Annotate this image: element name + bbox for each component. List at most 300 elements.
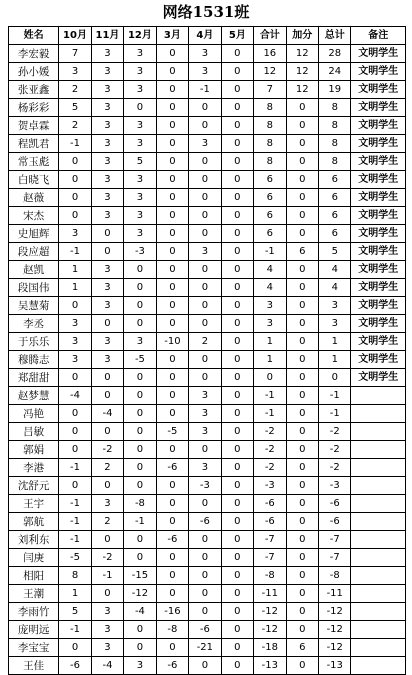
cell-subtotal: 7: [254, 81, 286, 99]
cell-mar: 0: [156, 261, 188, 279]
cell-name: 宋杰: [9, 207, 59, 225]
header-bonus: 加分: [286, 27, 318, 45]
cell-nov: -4: [91, 657, 123, 675]
table-row: [9, 81, 406, 99]
cell-subtotal: 4: [254, 261, 286, 279]
cell-mar: -6: [156, 657, 188, 675]
cell-subtotal: 8: [254, 153, 286, 171]
cell-note: [351, 531, 406, 549]
cell-may: 0: [221, 603, 253, 621]
cell-oct: 1: [59, 279, 91, 297]
cell-bonus: 6: [286, 639, 318, 657]
cell-may: 0: [221, 387, 253, 405]
cell-may: 0: [221, 459, 253, 477]
cell-nov: 3: [91, 603, 123, 621]
cell-bonus: 12: [286, 63, 318, 81]
cell-nov: 3: [91, 279, 123, 297]
cell-nov: 3: [91, 81, 123, 99]
cell-subtotal: 8: [254, 117, 286, 135]
cell-apr: 0: [189, 99, 221, 117]
cell-apr: 0: [189, 369, 221, 387]
cell-may: 0: [221, 225, 253, 243]
cell-apr: 2: [189, 333, 221, 351]
cell-may: 0: [221, 315, 253, 333]
table-row: [9, 405, 406, 423]
cell-apr: 3: [189, 135, 221, 153]
cell-subtotal: 6: [254, 171, 286, 189]
cell-oct: 1: [59, 585, 91, 603]
cell-bonus: 0: [286, 279, 318, 297]
table-row: [9, 225, 406, 243]
cell-note: [351, 405, 406, 423]
table-row: [9, 549, 406, 567]
cell-bonus: 0: [286, 225, 318, 243]
cell-may: 0: [221, 171, 253, 189]
cell-total: 6: [319, 171, 351, 189]
cell-mar: 0: [156, 279, 188, 297]
cell-subtotal: 1: [254, 333, 286, 351]
cell-note: [351, 657, 406, 675]
cell-dec: 3: [124, 171, 156, 189]
cell-mar: 0: [156, 351, 188, 369]
cell-nov: 0: [91, 585, 123, 603]
cell-oct: 3: [59, 315, 91, 333]
cell-bonus: 0: [286, 351, 318, 369]
cell-name: 相阳: [9, 567, 59, 585]
cell-mar: 0: [156, 207, 188, 225]
cell-note: [351, 585, 406, 603]
cell-apr: 0: [189, 153, 221, 171]
table-row: [9, 315, 406, 333]
cell-bonus: 0: [286, 531, 318, 549]
cell-oct: 0: [59, 171, 91, 189]
cell-nov: 3: [91, 207, 123, 225]
cell-nov: 0: [91, 225, 123, 243]
cell-may: 0: [221, 441, 253, 459]
cell-total: -12: [319, 621, 351, 639]
table-row: [9, 657, 406, 675]
cell-bonus: 0: [286, 549, 318, 567]
cell-may: 0: [221, 639, 253, 657]
cell-subtotal: -6: [254, 495, 286, 513]
cell-subtotal: -12: [254, 621, 286, 639]
cell-name: 庞明远: [9, 621, 59, 639]
cell-mar: 0: [156, 99, 188, 117]
cell-total: 28: [319, 45, 351, 63]
cell-mar: 0: [156, 585, 188, 603]
table-row: [9, 369, 406, 387]
cell-subtotal: -7: [254, 549, 286, 567]
cell-apr: -6: [189, 513, 221, 531]
cell-oct: 3: [59, 351, 91, 369]
cell-bonus: 0: [286, 333, 318, 351]
cell-bonus: 0: [286, 657, 318, 675]
cell-nov: 3: [91, 117, 123, 135]
header-dec: 12月: [124, 27, 156, 45]
table-row: [9, 585, 406, 603]
cell-name: 段国伟: [9, 279, 59, 297]
header-note: 备注: [351, 27, 406, 45]
cell-mar: 0: [156, 171, 188, 189]
cell-apr: 0: [189, 441, 221, 459]
cell-dec: 3: [124, 45, 156, 63]
cell-total: -6: [319, 495, 351, 513]
cell-mar: 0: [156, 513, 188, 531]
cell-dec: -5: [124, 351, 156, 369]
cell-may: 0: [221, 297, 253, 315]
cell-may: 0: [221, 99, 253, 117]
table-row: [9, 621, 406, 639]
cell-mar: 0: [156, 135, 188, 153]
cell-bonus: 0: [286, 567, 318, 585]
cell-note: 文明学生: [351, 315, 406, 333]
cell-name: 沈舒元: [9, 477, 59, 495]
table-row: [9, 135, 406, 153]
cell-note: 文明学生: [351, 333, 406, 351]
cell-bonus: 0: [286, 441, 318, 459]
cell-subtotal: -7: [254, 531, 286, 549]
cell-name: 段应超: [9, 243, 59, 261]
cell-note: 文明学生: [351, 261, 406, 279]
cell-nov: 0: [91, 243, 123, 261]
cell-oct: 1: [59, 261, 91, 279]
cell-total: 8: [319, 99, 351, 117]
cell-dec: 0: [124, 369, 156, 387]
cell-note: 文明学生: [351, 171, 406, 189]
cell-apr: 0: [189, 495, 221, 513]
cell-bonus: 0: [286, 135, 318, 153]
header-oct: 10月: [59, 27, 91, 45]
table-row: [9, 333, 406, 351]
cell-mar: 0: [156, 387, 188, 405]
cell-name: 李雨竹: [9, 603, 59, 621]
table-row: [9, 423, 406, 441]
cell-mar: -8: [156, 621, 188, 639]
table-row: [9, 459, 406, 477]
cell-dec: 3: [124, 81, 156, 99]
cell-name: 闫庚: [9, 549, 59, 567]
cell-dec: 0: [124, 459, 156, 477]
cell-name: 白晓飞: [9, 171, 59, 189]
cell-total: 4: [319, 279, 351, 297]
cell-total: 19: [319, 81, 351, 99]
cell-may: 0: [221, 63, 253, 81]
cell-subtotal: -2: [254, 441, 286, 459]
cell-name: 王佳: [9, 657, 59, 675]
cell-oct: -5: [59, 549, 91, 567]
cell-name: 李港: [9, 459, 59, 477]
cell-oct: 0: [59, 153, 91, 171]
table-row: [9, 387, 406, 405]
cell-total: -8: [319, 567, 351, 585]
cell-may: 0: [221, 549, 253, 567]
cell-apr: 3: [189, 405, 221, 423]
cell-mar: 0: [156, 63, 188, 81]
table-row: [9, 639, 406, 657]
cell-oct: -1: [59, 495, 91, 513]
cell-dec: 0: [124, 621, 156, 639]
cell-apr: 0: [189, 315, 221, 333]
cell-oct: -4: [59, 387, 91, 405]
cell-dec: 3: [124, 189, 156, 207]
cell-bonus: 0: [286, 117, 318, 135]
cell-total: -12: [319, 639, 351, 657]
cell-bonus: 0: [286, 261, 318, 279]
cell-bonus: 0: [286, 207, 318, 225]
cell-bonus: 0: [286, 171, 318, 189]
cell-may: 0: [221, 477, 253, 495]
cell-note: [351, 387, 406, 405]
cell-subtotal: -13: [254, 657, 286, 675]
cell-total: -11: [319, 585, 351, 603]
cell-bonus: 6: [286, 243, 318, 261]
cell-name: 郑甜甜: [9, 369, 59, 387]
cell-subtotal: 6: [254, 225, 286, 243]
cell-note: 文明学生: [351, 225, 406, 243]
cell-note: [351, 549, 406, 567]
cell-nov: 3: [91, 189, 123, 207]
cell-mar: 0: [156, 153, 188, 171]
cell-mar: 0: [156, 225, 188, 243]
cell-may: 0: [221, 621, 253, 639]
cell-subtotal: 6: [254, 189, 286, 207]
cell-subtotal: 6: [254, 207, 286, 225]
table-row: [9, 477, 406, 495]
table-row: [9, 603, 406, 621]
cell-total: 0: [319, 369, 351, 387]
cell-subtotal: 3: [254, 315, 286, 333]
cell-total: -2: [319, 459, 351, 477]
table-row: [9, 63, 406, 81]
cell-apr: 0: [189, 279, 221, 297]
cell-nov: -2: [91, 549, 123, 567]
cell-may: 0: [221, 45, 253, 63]
cell-bonus: 0: [286, 189, 318, 207]
header-name: 姓名: [9, 27, 59, 45]
table-body: [9, 45, 406, 675]
cell-nov: 3: [91, 171, 123, 189]
cell-total: 8: [319, 117, 351, 135]
cell-may: 0: [221, 657, 253, 675]
table-row: [9, 351, 406, 369]
cell-total: 3: [319, 297, 351, 315]
cell-oct: -1: [59, 531, 91, 549]
cell-name: 贺卓霖: [9, 117, 59, 135]
cell-dec: 3: [124, 135, 156, 153]
cell-nov: 3: [91, 495, 123, 513]
cell-nov: 0: [91, 477, 123, 495]
cell-mar: 0: [156, 81, 188, 99]
cell-dec: 3: [124, 63, 156, 81]
cell-subtotal: 0: [254, 369, 286, 387]
cell-bonus: 0: [286, 405, 318, 423]
cell-note: 文明学生: [351, 279, 406, 297]
table-row: [9, 117, 406, 135]
cell-oct: 3: [59, 225, 91, 243]
cell-oct: 3: [59, 333, 91, 351]
cell-total: -12: [319, 603, 351, 621]
cell-dec: 0: [124, 261, 156, 279]
cell-total: 6: [319, 225, 351, 243]
cell-total: -2: [319, 423, 351, 441]
cell-name: 于乐乐: [9, 333, 59, 351]
cell-dec: 3: [124, 333, 156, 351]
cell-note: [351, 603, 406, 621]
cell-total: 6: [319, 207, 351, 225]
cell-dec: -15: [124, 567, 156, 585]
cell-may: 0: [221, 513, 253, 531]
cell-subtotal: -18: [254, 639, 286, 657]
header-subtotal: 合计: [254, 27, 286, 45]
cell-bonus: 0: [286, 369, 318, 387]
cell-dec: 0: [124, 549, 156, 567]
table-row: [9, 99, 406, 117]
cell-mar: 0: [156, 189, 188, 207]
cell-note: 文明学生: [351, 207, 406, 225]
cell-dec: 0: [124, 423, 156, 441]
cell-dec: -3: [124, 243, 156, 261]
cell-name: 杨彩彩: [9, 99, 59, 117]
cell-subtotal: 1: [254, 351, 286, 369]
header-may: 5月: [221, 27, 253, 45]
cell-may: 0: [221, 369, 253, 387]
cell-oct: 0: [59, 297, 91, 315]
cell-mar: 0: [156, 45, 188, 63]
cell-note: 文明学生: [351, 45, 406, 63]
cell-oct: 7: [59, 45, 91, 63]
cell-dec: 3: [124, 657, 156, 675]
cell-oct: 3: [59, 63, 91, 81]
cell-subtotal: -3: [254, 477, 286, 495]
cell-oct: 0: [59, 369, 91, 387]
cell-nov: -1: [91, 567, 123, 585]
table-row: [9, 513, 406, 531]
cell-oct: -6: [59, 657, 91, 675]
cell-apr: -3: [189, 477, 221, 495]
cell-dec: -12: [124, 585, 156, 603]
cell-mar: 0: [156, 567, 188, 585]
cell-note: [351, 441, 406, 459]
cell-mar: -16: [156, 603, 188, 621]
cell-note: 文明学生: [351, 63, 406, 81]
cell-total: -7: [319, 531, 351, 549]
cell-subtotal: 3: [254, 297, 286, 315]
cell-nov: 3: [91, 153, 123, 171]
table-row: [9, 279, 406, 297]
cell-dec: 0: [124, 297, 156, 315]
cell-mar: 0: [156, 639, 188, 657]
cell-note: 文明学生: [351, 369, 406, 387]
table-row: [9, 567, 406, 585]
cell-mar: 0: [156, 315, 188, 333]
cell-subtotal: -2: [254, 459, 286, 477]
cell-oct: 0: [59, 423, 91, 441]
cell-total: -7: [319, 549, 351, 567]
cell-note: 文明学生: [351, 81, 406, 99]
cell-nov: 3: [91, 333, 123, 351]
cell-apr: 0: [189, 117, 221, 135]
cell-may: 0: [221, 243, 253, 261]
cell-dec: -8: [124, 495, 156, 513]
cell-subtotal: -1: [254, 387, 286, 405]
cell-note: [351, 639, 406, 657]
cell-bonus: 12: [286, 81, 318, 99]
cell-may: 0: [221, 81, 253, 99]
cell-nov: 3: [91, 351, 123, 369]
table-row: [9, 531, 406, 549]
cell-subtotal: -1: [254, 405, 286, 423]
cell-dec: 5: [124, 153, 156, 171]
cell-total: -1: [319, 405, 351, 423]
cell-bonus: 0: [286, 387, 318, 405]
table-row: [9, 45, 406, 63]
cell-subtotal: -6: [254, 513, 286, 531]
cell-bonus: 0: [286, 603, 318, 621]
cell-mar: 0: [156, 405, 188, 423]
cell-total: 8: [319, 135, 351, 153]
cell-total: -3: [319, 477, 351, 495]
cell-note: 文明学生: [351, 117, 406, 135]
cell-name: 程凯君: [9, 135, 59, 153]
cell-nov: 0: [91, 423, 123, 441]
cell-name: 赵薇: [9, 189, 59, 207]
cell-name: 穆腾志: [9, 351, 59, 369]
cell-note: 文明学生: [351, 297, 406, 315]
cell-may: 0: [221, 531, 253, 549]
cell-bonus: 0: [286, 297, 318, 315]
cell-total: 5: [319, 243, 351, 261]
cell-oct: -1: [59, 513, 91, 531]
cell-name: 李宝宝: [9, 639, 59, 657]
table-row: [9, 189, 406, 207]
cell-name: 吕敏: [9, 423, 59, 441]
cell-apr: 0: [189, 657, 221, 675]
cell-dec: 0: [124, 441, 156, 459]
cell-note: [351, 495, 406, 513]
cell-mar: 0: [156, 243, 188, 261]
cell-dec: 0: [124, 477, 156, 495]
table-row: [9, 495, 406, 513]
cell-apr: 3: [189, 45, 221, 63]
cell-name: 吴慧菊: [9, 297, 59, 315]
cell-apr: 0: [189, 531, 221, 549]
cell-apr: 3: [189, 423, 221, 441]
cell-mar: 0: [156, 297, 188, 315]
cell-nov: 3: [91, 99, 123, 117]
cell-apr: 0: [189, 297, 221, 315]
cell-subtotal: 16: [254, 45, 286, 63]
cell-may: 0: [221, 567, 253, 585]
cell-dec: 0: [124, 405, 156, 423]
cell-subtotal: 12: [254, 63, 286, 81]
table-title: 网络1531班: [162, 3, 250, 21]
cell-total: 1: [319, 333, 351, 351]
cell-apr: 0: [189, 567, 221, 585]
cell-oct: 0: [59, 189, 91, 207]
cell-oct: 5: [59, 99, 91, 117]
cell-may: 0: [221, 261, 253, 279]
cell-bonus: 0: [286, 621, 318, 639]
cell-mar: 0: [156, 117, 188, 135]
cell-oct: 0: [59, 441, 91, 459]
cell-name: 王宇: [9, 495, 59, 513]
cell-may: 0: [221, 351, 253, 369]
cell-may: 0: [221, 585, 253, 603]
cell-apr: -21: [189, 639, 221, 657]
cell-subtotal: -2: [254, 423, 286, 441]
cell-oct: 0: [59, 477, 91, 495]
cell-nov: 3: [91, 639, 123, 657]
